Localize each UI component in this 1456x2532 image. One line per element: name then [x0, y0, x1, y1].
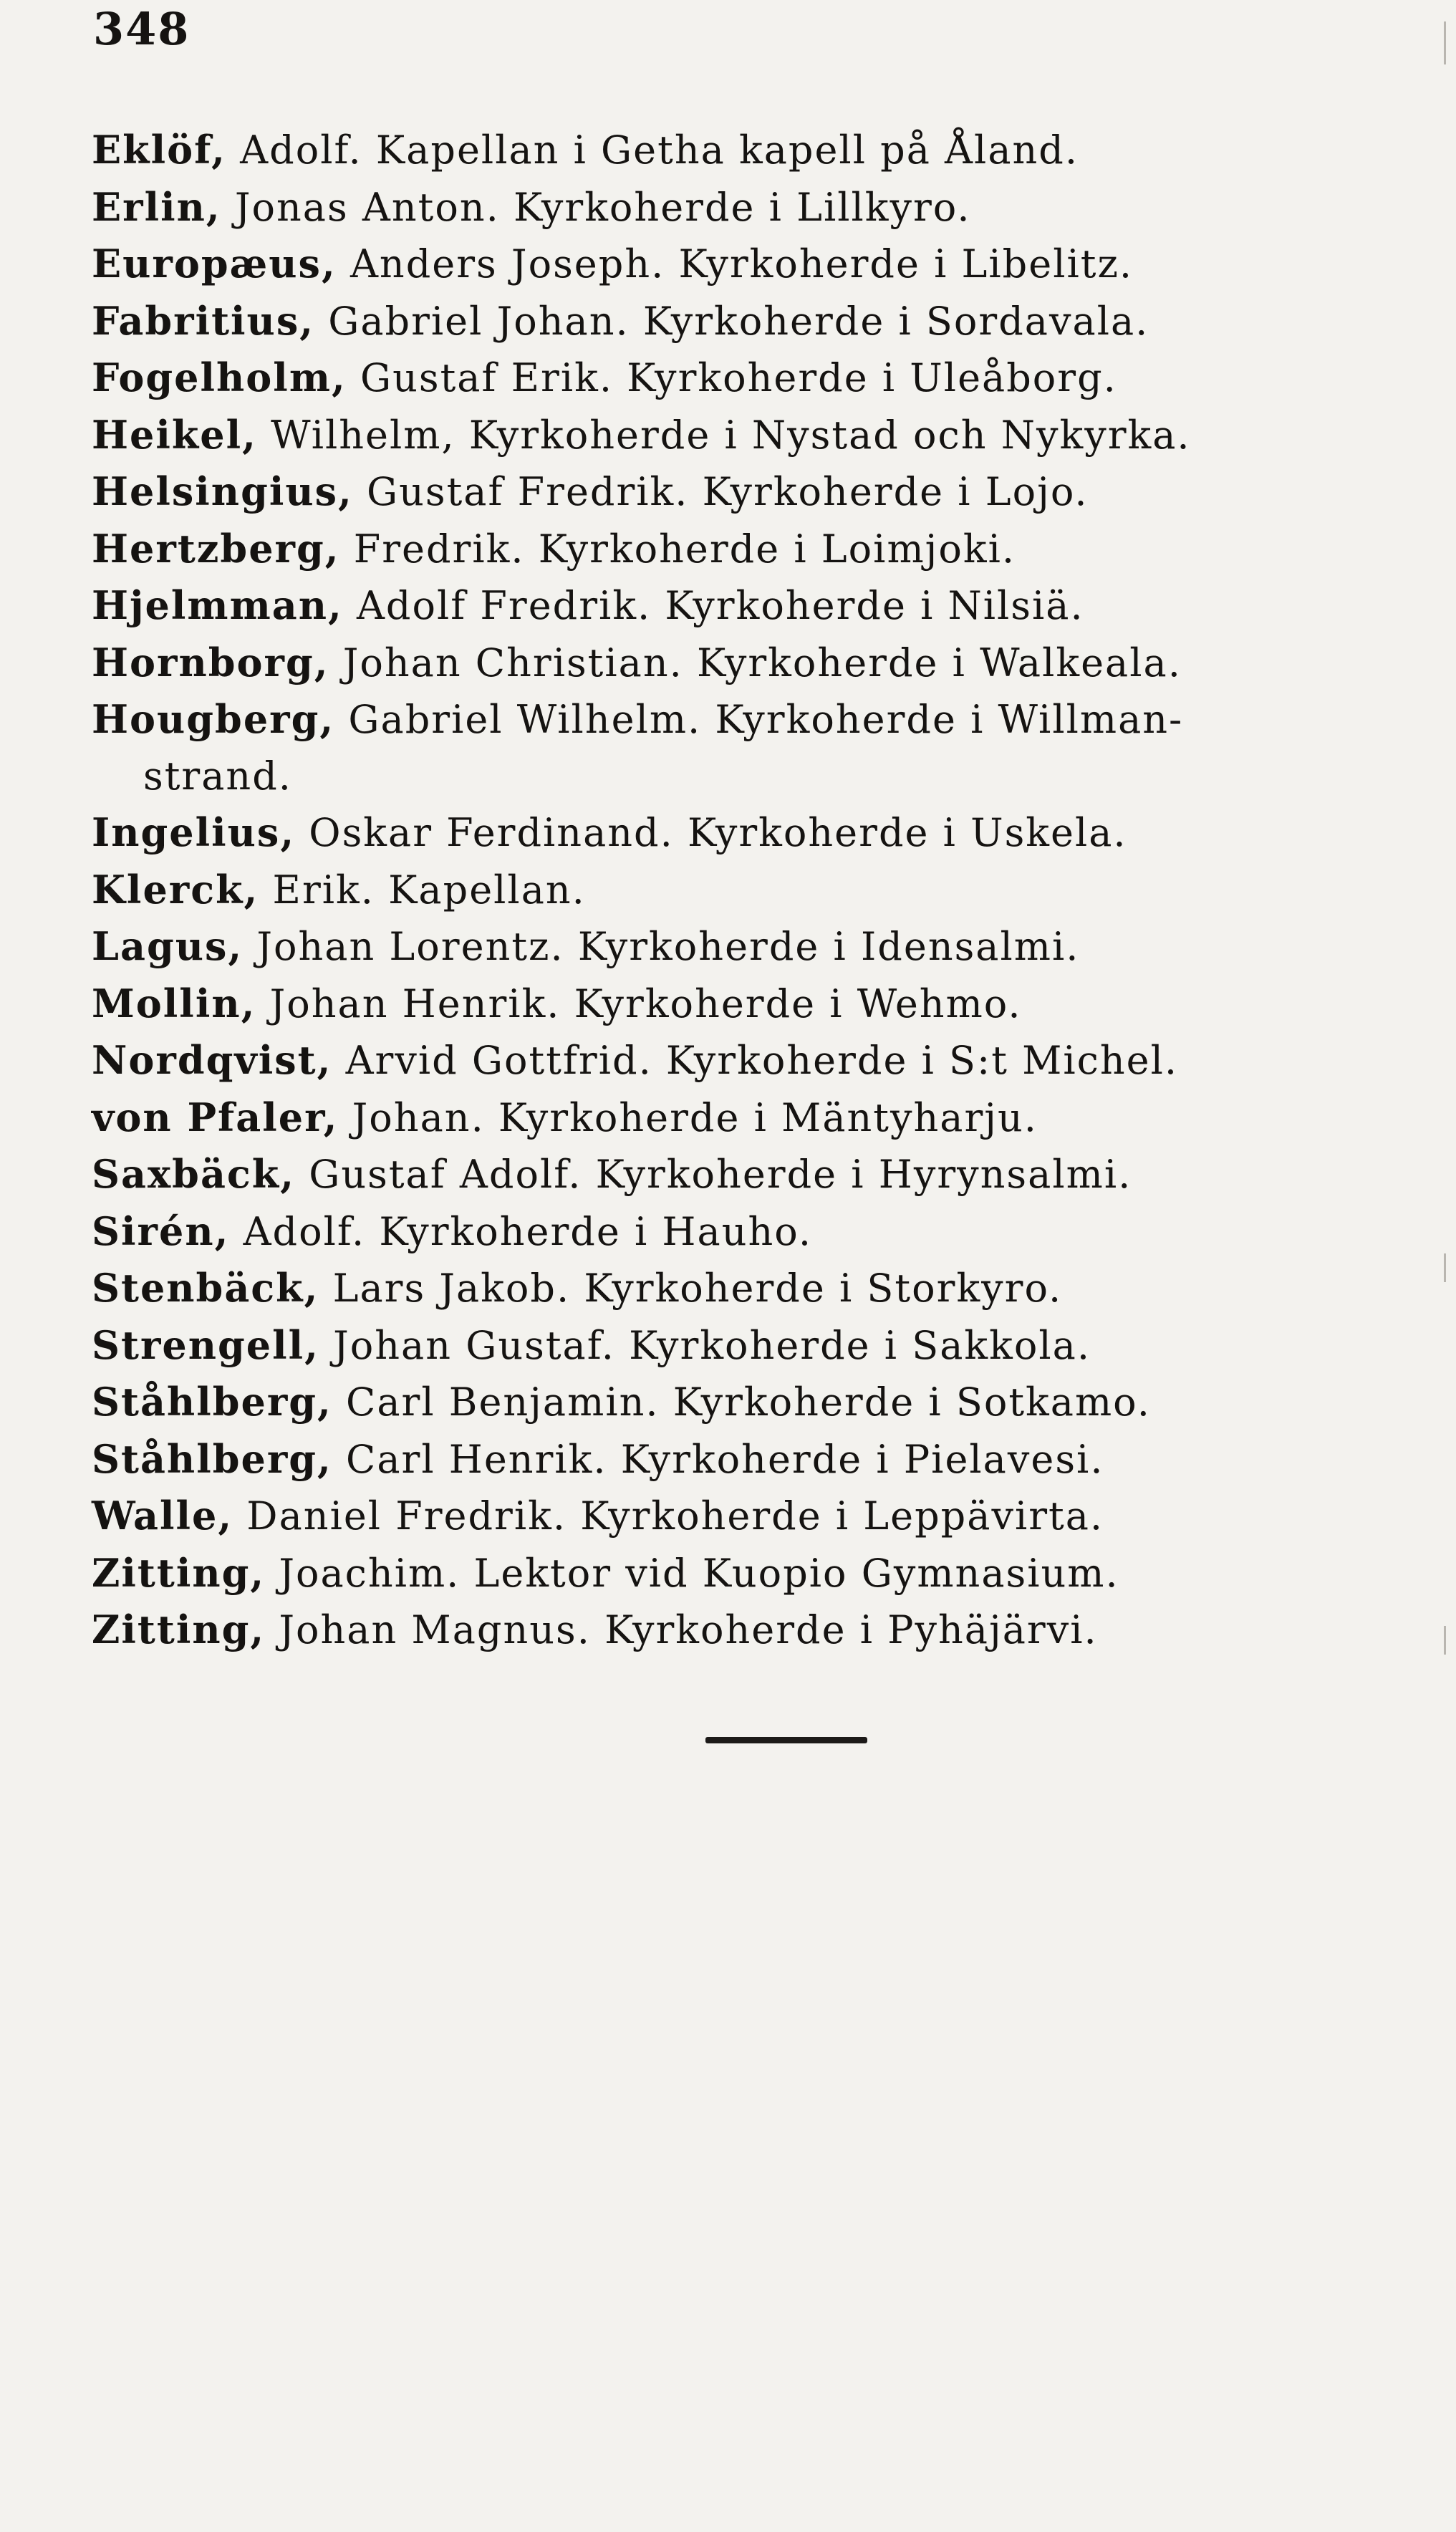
entry-title: Kyrkoherde i Nystad och Nykyrka. — [468, 412, 1191, 458]
entry-surname: Hertzberg, — [92, 525, 340, 572]
entry-surname: Ingelius, — [92, 809, 296, 855]
entry-title: Kyrkoherde i S:t Michel. — [665, 1038, 1179, 1083]
entry-given-name: Johan Lorentz. — [256, 924, 564, 969]
entry-surname: von Pfaler, — [92, 1094, 339, 1140]
entry-given-name: Carl Benjamin. — [346, 1380, 660, 1425]
entry-given-name: Adolf Fredrik. — [356, 583, 652, 628]
entry-surname: Walle, — [92, 1493, 233, 1539]
list-item — [92, 1602, 1452, 1659]
entry-title: Kapellan. — [388, 867, 586, 913]
entry-surname: Sirén, — [92, 1208, 230, 1254]
entry-title: Kyrkoherde i Pielavesi. — [620, 1436, 1104, 1482]
entry-given-name: Johan Christian. — [342, 640, 683, 685]
list-item — [92, 1260, 1452, 1317]
list-item — [92, 1374, 1452, 1431]
entry-title: Lektor vid Kuopio Gymnasium. — [473, 1550, 1119, 1596]
entry-title: Kyrkoherde i Mäntyharju. — [498, 1094, 1038, 1140]
entry-title: Kyrkoherde i Nilsiä. — [665, 583, 1084, 628]
page-edge-mark — [1444, 21, 1446, 64]
list-item — [92, 407, 1452, 464]
list-item — [92, 1317, 1452, 1375]
list-item — [92, 293, 1452, 350]
entry-title: Kyrkoherde i Pyhäjärvi. — [604, 1607, 1098, 1652]
entry-given-name: Lars Jakob. — [332, 1266, 571, 1311]
list-item — [92, 463, 1452, 521]
entry-title: Kyrkoherde i Sotkamo. — [672, 1380, 1151, 1425]
entry-surname: Ståhlberg, — [92, 1379, 332, 1425]
entry-given-name: Fredrik. — [353, 526, 525, 572]
entry-surname: Mollin, — [92, 980, 256, 1026]
entry-given-name: Johan Magnus. — [279, 1607, 591, 1652]
entry-surname: Hjelmman, — [92, 582, 343, 628]
entry-title: Kyrkoherde i Willman- — [715, 697, 1184, 742]
entry-surname: Hornborg, — [92, 639, 329, 685]
entry-title: Kyrkoherde i Lillkyro. — [513, 184, 971, 230]
clergy-list — [92, 122, 1452, 1659]
end-rule — [705, 1737, 867, 1743]
list-item — [92, 635, 1452, 692]
list-item — [92, 577, 1452, 635]
entry-given-name: Johan. — [352, 1094, 485, 1140]
entry-title: Kyrkoherde i Walkeala. — [696, 640, 1182, 685]
entry-surname: Erlin, — [92, 183, 221, 230]
page-edge-mark — [1444, 1253, 1446, 1282]
list-item — [92, 1089, 1452, 1147]
entry-surname: Zitting, — [92, 1549, 266, 1596]
entry-title: Kyrkoherde i Leppävirta. — [580, 1493, 1104, 1539]
entry-given-name: Gustaf Fredrik. — [366, 469, 689, 514]
list-item — [92, 236, 1452, 293]
list-item — [92, 1545, 1452, 1602]
entry-title: Kyrkoherde i Hauho. — [379, 1208, 812, 1254]
page-edge-mark — [1444, 1626, 1446, 1655]
list-item — [92, 521, 1452, 578]
list-item — [92, 1488, 1452, 1545]
list-item — [92, 350, 1452, 407]
entry-surname: Stenbäck, — [92, 1265, 319, 1311]
entry-title: Kyrkoherde i Sakkola. — [629, 1322, 1091, 1368]
entry-surname: Hougberg, — [92, 696, 335, 742]
entry-given-name: Adolf. — [243, 1208, 366, 1254]
entry-surname: Strengell, — [92, 1322, 319, 1368]
list-item — [92, 862, 1452, 919]
entry-title: Kyrkoherde i Idensalmi. — [577, 924, 1080, 969]
entry-title: Kapellan i Getha kapell på Åland. — [375, 127, 1079, 173]
entry-surname: Lagus, — [92, 923, 244, 969]
entry-given-name: Johan Gustaf. — [333, 1322, 615, 1368]
entry-given-name: Oskar Ferdinand. — [309, 810, 674, 855]
entry-surname: Klerck, — [92, 866, 259, 913]
entry-surname: Eklöf, — [92, 127, 226, 173]
entry-title: Kyrkoherde i Hyrynsalmi. — [595, 1152, 1132, 1197]
entry-given-name: Erik. — [272, 867, 375, 913]
entry-title: Kyrkoherde i Lojo. — [702, 469, 1089, 514]
entry-given-name: Johan Henrik. — [269, 981, 561, 1026]
entry-given-name: Gustaf Adolf. — [309, 1152, 582, 1197]
list-item — [92, 691, 1438, 804]
entry-surname: Heikel, — [92, 411, 257, 458]
entry-given-name: Jonas Anton. — [234, 184, 500, 230]
entry-surname: Nordqvist, — [92, 1037, 332, 1083]
list-item — [92, 179, 1452, 236]
entry-given-name: Gabriel Johan. — [328, 298, 630, 344]
list-item — [92, 1431, 1452, 1488]
entry-given-name: Anders Joseph. — [349, 241, 665, 287]
entry-given-name: Adolf. — [240, 127, 362, 173]
entry-given-name: Wilhelm, — [271, 412, 455, 458]
list-item — [92, 1146, 1452, 1203]
entry-surname: Fogelholm, — [92, 355, 347, 400]
entry-surname: Saxbäck, — [92, 1151, 296, 1197]
entry-given-name: Joachim. — [279, 1550, 461, 1596]
page-number: 348 — [93, 3, 191, 55]
entry-surname: Europæus, — [92, 241, 337, 287]
entry-title: Kyrkoherde i Wehmo. — [574, 981, 1022, 1026]
entry-surname: Helsingius, — [92, 468, 353, 514]
list-item — [92, 918, 1452, 976]
list-item — [92, 804, 1452, 862]
entry-title-continuation: strand. — [143, 753, 292, 799]
entry-given-name: Carl Henrik. — [346, 1436, 607, 1482]
list-item — [92, 1032, 1452, 1089]
entry-given-name: Gabriel Wilhelm. — [348, 697, 702, 742]
entry-surname: Zitting, — [92, 1607, 266, 1652]
entry-title: Kyrkoherde i Uleåborg. — [627, 355, 1117, 400]
entry-title: Kyrkoherde i Uskela. — [687, 810, 1127, 855]
entry-surname: Fabritius, — [92, 297, 315, 344]
list-item — [92, 122, 1452, 179]
entry-title: Kyrkoherde i Sordavala. — [642, 298, 1149, 344]
entry-title: Kyrkoherde i Storkyro. — [584, 1266, 1063, 1311]
entry-given-name: Arvid Gottfrid. — [345, 1038, 652, 1083]
list-item — [92, 1203, 1452, 1261]
entry-surname: Ståhlberg, — [92, 1435, 332, 1482]
entry-title: Kyrkoherde i Libelitz. — [678, 241, 1134, 287]
list-item — [92, 976, 1452, 1033]
entry-given-name: Gustaf Erik. — [360, 355, 613, 400]
entry-title: Kyrkoherde i Loimjoki. — [538, 526, 1016, 572]
entry-given-name: Daniel Fredrik. — [246, 1493, 567, 1539]
